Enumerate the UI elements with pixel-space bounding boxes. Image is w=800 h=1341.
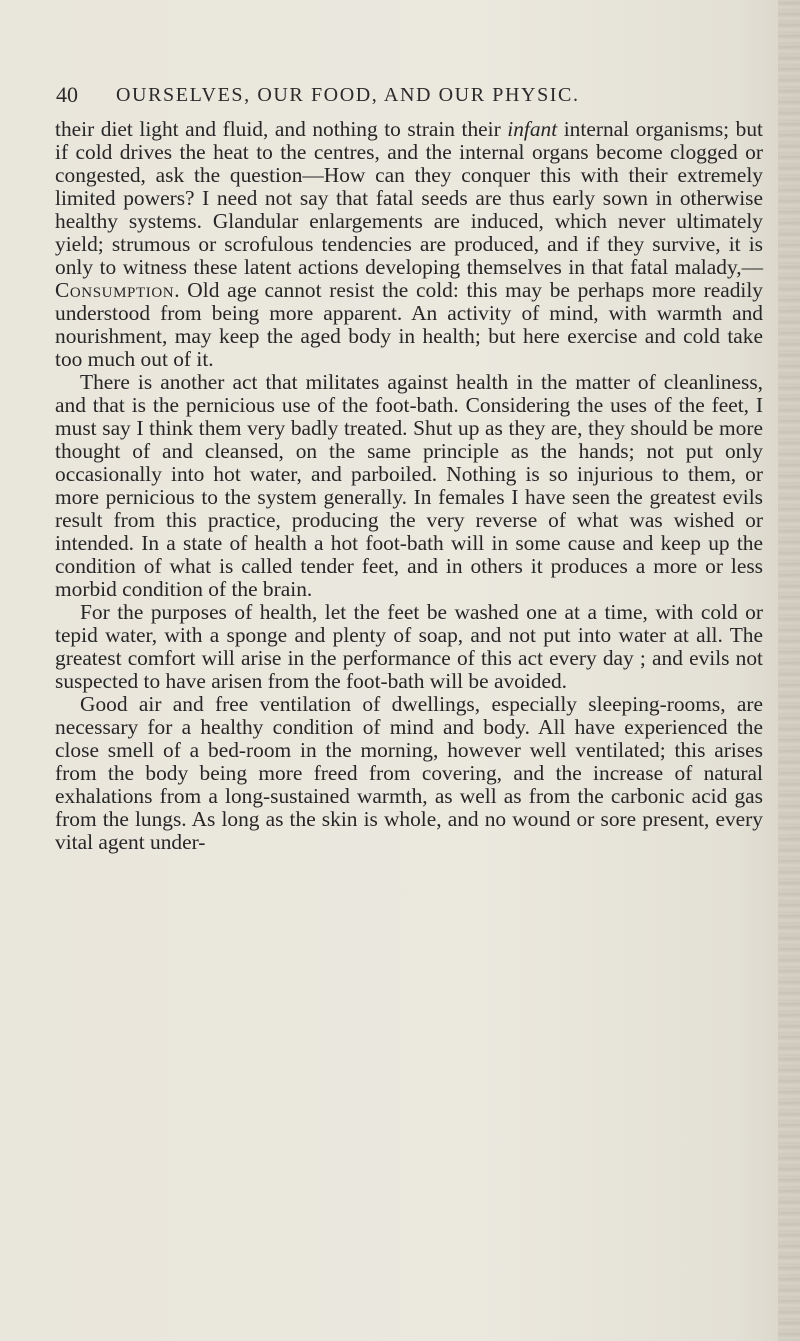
- page-header: [56, 80, 756, 116]
- page-number: 40: [56, 82, 78, 107]
- body-text: [55, 118, 763, 854]
- paragraph-1-text-b: internal organisms; but if cold drives the heat to the centres, and the internal organs become clogged or congested, ask the question—How can they conquer this with their extremely limited powers? I need not say that fatal seeds are thus early sown in otherwise healthy systems. Glandular enlargements are induced, which never ultimately yield; strumous or scrofulous tendencies are produced, and if they survive, it is only to witness these latent actions developing themselves in that fatal malady,—: [55, 117, 763, 279]
- paragraph-1-text-a: their diet light and fluid, and nothing to strain their: [55, 117, 508, 141]
- paragraph-3: For the purposes of health, let the feet be washed one at a time, with cold or tepid water, with a sponge and plenty of soap, and not put into water at all. The greatest comfort will arise in the performance of this act every day ; and evils not suspected to have arisen from the foot-bath will be avoided.: [55, 600, 763, 693]
- paragraph-4: Good air and free ventilation of dwellings, especially sleeping-rooms, are necessary for a healthy condition of mind and body. All have experienced the close smell of a bed-room in the morning, however well ventilated; this arises from the body being more freed from covering, and the increase of natural exhalations from a long-sustained warmth, as well as from the carbonic acid gas from the lungs. As long as the skin is whole, and no wound or sore present, every vital agent under-: [55, 692, 763, 854]
- running-head: OURSELVES, OUR FOOD, AND OUR PHYSIC.: [116, 84, 580, 106]
- small-caps-word: Consumption: [55, 278, 175, 302]
- italic-word: infant: [507, 117, 558, 141]
- paragraph-1: [55, 118, 763, 371]
- paragraph-1-text-c: . Old age cannot resist the cold: this may be perhaps more readily understood from being more apparent. An activity of mind, with warmth and nourishment, may keep the aged body in health; but here exercise and cold take too much out of it.: [55, 278, 763, 371]
- paragraph-2: There is another act that militates against health in the matter of cleanliness, and that is the pernicious use of the foot-bath. Considering the uses of the feet, I must say I think them very badly treated. Shut up as they are, they should be more thought of and cleansed, on the same principle as the hands; not put only occasionally into hot water, and parboiled. Nothing is so injurious to them, or more pernicious to the system generally. In females I have seen the greatest evils result from this practice, producing the very reverse of what was wished or intended. In a state of health a hot foot-bath will in some cause and keep up the condition of what is called tender feet, and in others it produces a more or less morbid condition of the brain.: [55, 370, 763, 601]
- page-edge: [778, 0, 800, 1341]
